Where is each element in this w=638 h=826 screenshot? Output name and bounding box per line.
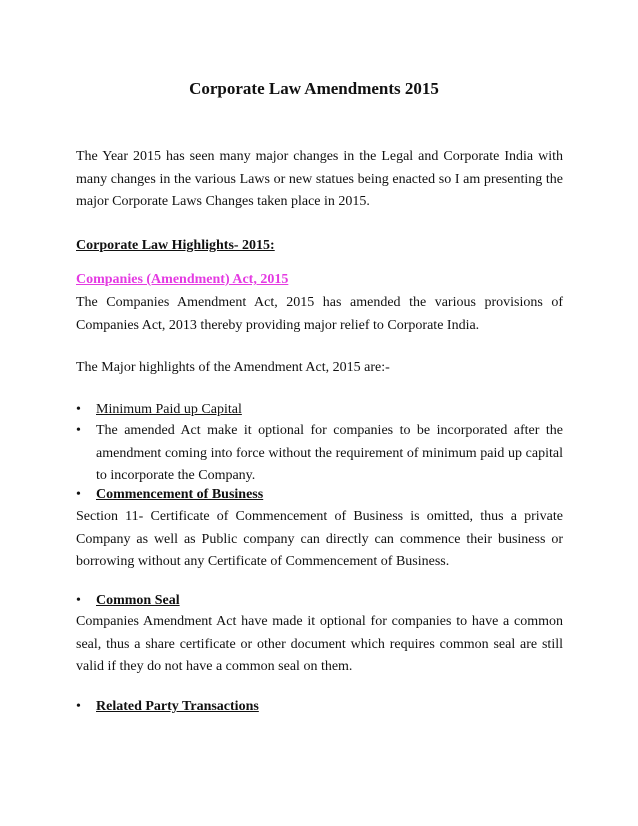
major-highlights-intro: The Major highlights of the Amendment Act, 2015 are:-	[76, 360, 390, 375]
bullet-icon: •	[76, 593, 81, 608]
bullet-icon: •	[76, 423, 81, 438]
document-title: Corporate Law Amendments 2015	[189, 79, 439, 98]
bullet-text-minimum-capital: Minimum Paid up Capital	[96, 402, 242, 417]
list-item	[76, 420, 563, 488]
highlights-heading: Corporate Law Highlights- 2015:	[76, 238, 275, 253]
act-paragraph: The Companies Amendment Act, 2015 has amended the various provisions of Companies Act, 2013 thereby providing major relief to Corporate India.	[76, 295, 563, 333]
bullet-icon: •	[76, 487, 81, 502]
bullet-icon: •	[76, 402, 81, 417]
list-item	[76, 696, 563, 719]
bullet-text-amended-act: The amended Act make it optional for companies to be incorporated after the amendment coming into force without the requirement of minimum paid up capital to incorporate the Company.	[96, 423, 563, 483]
bullet-icon: •	[76, 699, 81, 714]
act-heading: Companies (Amendment) Act, 2015	[76, 272, 289, 287]
bullet-text-commencement: Commencement of Business	[96, 487, 264, 502]
list-item	[76, 590, 563, 613]
list-item	[76, 484, 563, 507]
intro-paragraph: The Year 2015 has seen many major changes in the Legal and Corporate India with many changes in the various Laws or new statues being enacted so I am presenting the major Corporate Laws Changes taken place in 2015.	[76, 149, 563, 209]
bullet-text-common-seal: Common Seal	[96, 593, 180, 608]
commencement-paragraph: Section 11- Certificate of Commencement of Business is omitted, thus a private Company as well as Public company can directly can commence their business or borrowing without any Certificate of Commencement of Business.	[76, 509, 563, 569]
bullet-text-related-party: Related Party Transactions	[96, 699, 259, 714]
list-item	[76, 399, 563, 422]
common-seal-paragraph: Companies Amendment Act have made it optional for companies to have a common seal, thus a share certificate or other document which requires common seal are still valid if they do not have a common seal on them.	[76, 614, 563, 674]
